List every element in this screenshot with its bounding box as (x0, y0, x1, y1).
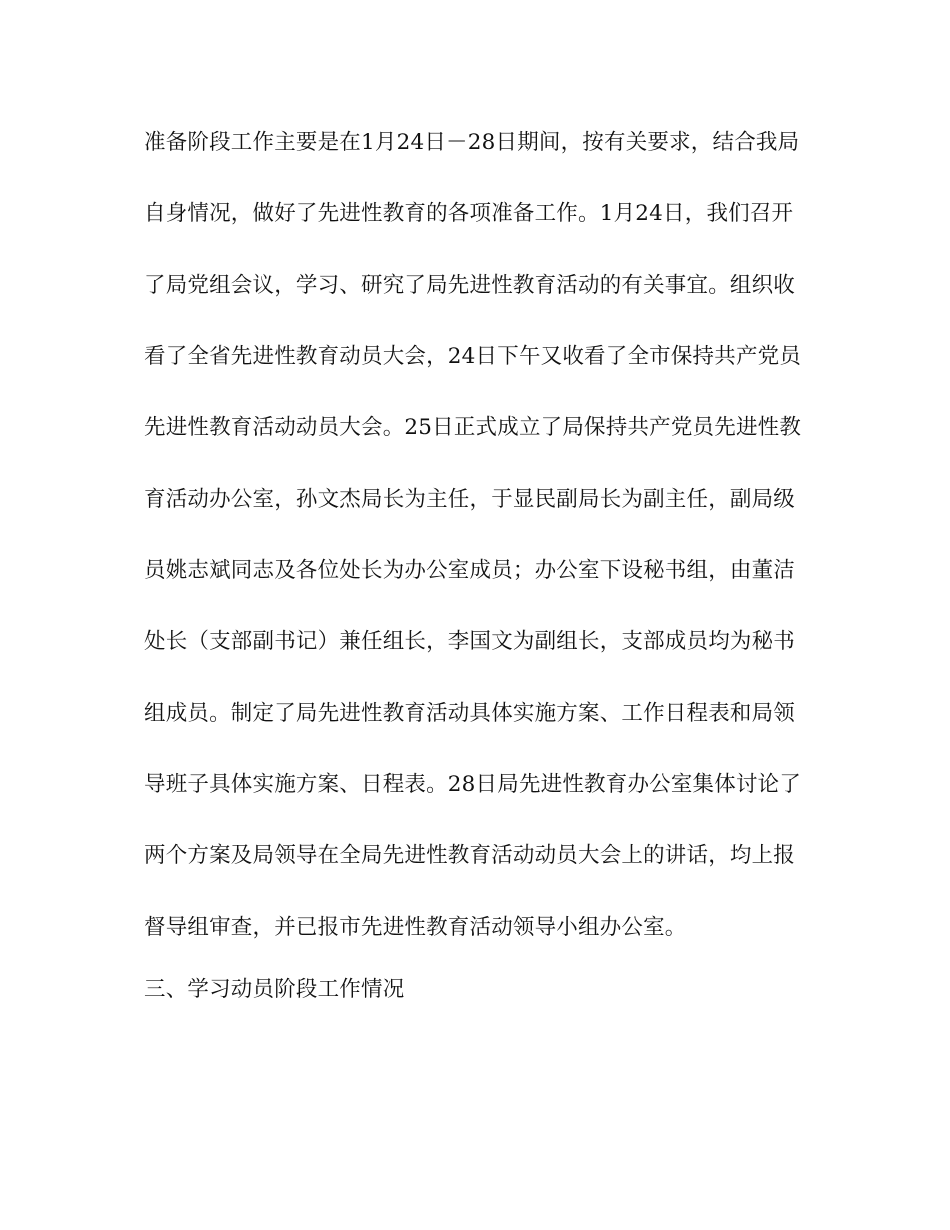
section-heading: 三、学习动员阶段工作情况 (144, 977, 405, 1002)
paragraph-line-8: 处长（支部副书记）兼任组长，李国文为副组长，支部成员均为秘书 (144, 629, 796, 654)
paragraph-line-2: 自身情况，做好了先进性教育的各项准备工作。1月24日，我们召开 (144, 201, 794, 226)
paragraph-line-11: 两个方案及局领导在全局先进性教育活动动员大会上的讲话，均上报 (144, 843, 796, 868)
paragraph-line-6: 育活动办公室，孙文杰局长为主任，于显民副局长为副主任，副局级 (144, 487, 796, 512)
paragraph-line-7: 员姚志斌同志及各位处长为办公室成员；办公室下设秘书组，由董洁 (144, 558, 796, 583)
paragraph-line-9: 组成员。制定了局先进性教育活动具体实施方案、工作日程表和局领 (144, 701, 796, 726)
paragraph-line-1: 准备阶段工作主要是在1月24日－28日期间，按有关要求，结合我局 (144, 130, 800, 155)
paragraph-line-4: 看了全省先进性教育动员大会，24日下午又收看了全市保持共产党员 (144, 344, 802, 369)
paragraph-line-12: 督导组审查，并已报市先进性教育活动领导小组办公室。 (144, 915, 687, 940)
paragraph-line-3: 了局党组会议，学习、研究了局先进性教育活动的有关事宜。组织收 (144, 273, 796, 298)
paragraph-line-5: 先进性教育活动动员大会。25日正式成立了局保持共产党员先进性教 (144, 415, 802, 440)
paragraph-line-10: 导班子具体实施方案、日程表。28日局先进性教育办公室集体讨论了 (144, 772, 802, 797)
